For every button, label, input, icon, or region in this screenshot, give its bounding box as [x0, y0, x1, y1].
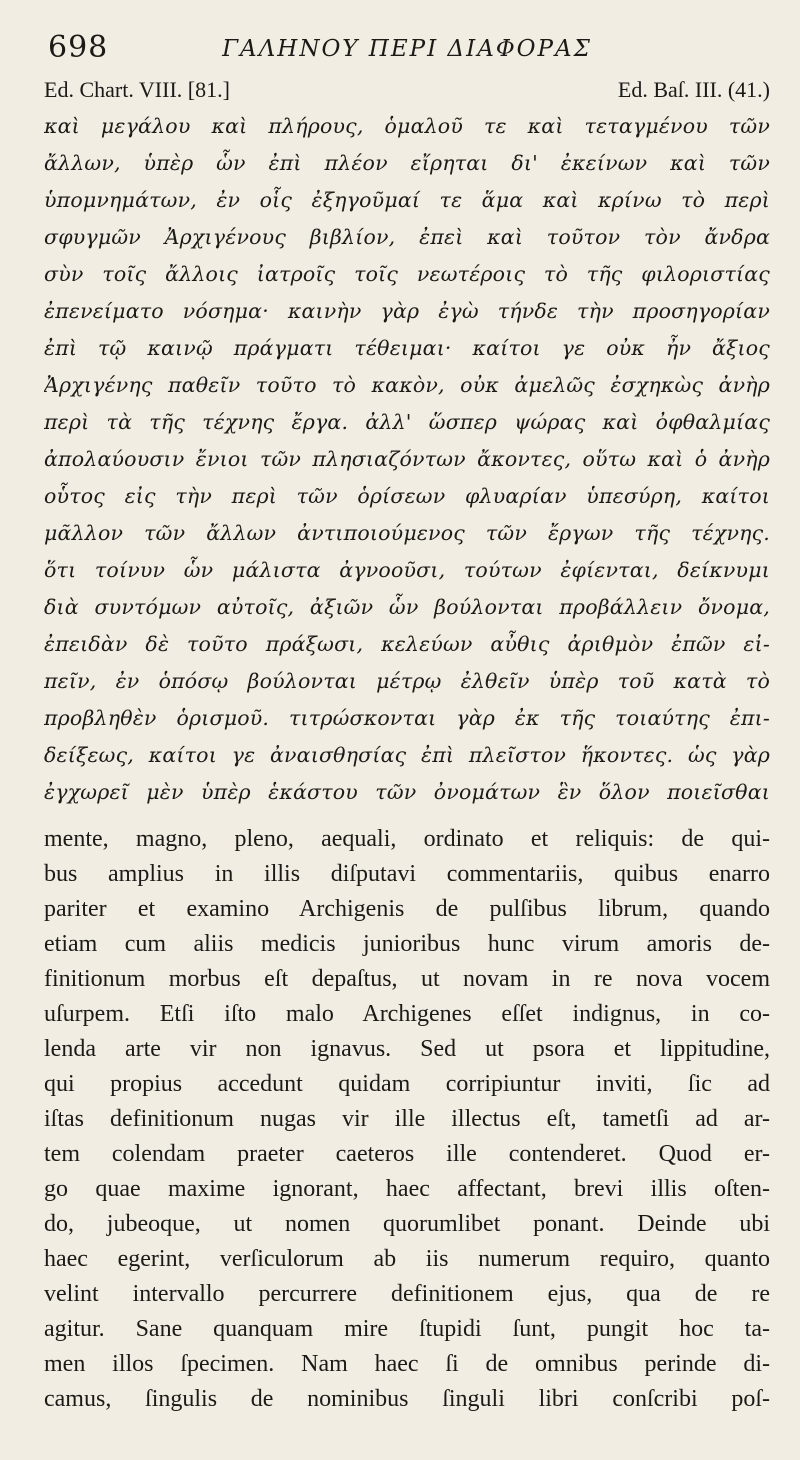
greek-line: ὅτι τοίνυν ὧν μάλιστα ἀγνοοῦσι, τούτων ἐφίενται, δείκνυμι: [44, 558, 770, 582]
latin-line: do, jubeoque, ut nomen quorumlibet ponant. Deinde ubi: [44, 1211, 770, 1237]
latin-line: bus amplius in illis diſputavi commentariis, quibus enarro: [44, 861, 770, 887]
latin-line: men illos ſpecimen. Nam haec ſi de omnibus perinde di-: [44, 1351, 770, 1377]
greek-line: οὗτος εἰς τὴν περὶ τῶν ὁρίσεων φλυαρίαν ὑπεσύρη, καίτοι: [44, 484, 770, 508]
greek-line: σφυγμῶν Ἀρχιγένους βιβλίον, ἐπεὶ καὶ τοῦτον τὸν ἄνδρα: [44, 225, 770, 249]
latin-line: etiam cum aliis medicis junioribus hunc virum amoris de-: [44, 931, 770, 957]
latin-line: go quae maxime ignorant, haec affectant, brevi illis oſten-: [44, 1176, 770, 1202]
latin-line: pariter et examino Archigenis de pulſibus librum, quando: [44, 896, 770, 922]
greek-text-block: [44, 108, 770, 811]
greek-line: ὑπομνημάτων, ἐν οἷς ἐξηγοῦμαί τε ἅμα καὶ κρίνω τὸ περὶ: [44, 188, 770, 212]
latin-line: haec egerint, verſiculorum ab iis numerum requiro, quanto: [44, 1246, 770, 1272]
latin-line: lenda arte vir non ignavus. Sed ut psora et lippitudine,: [44, 1036, 770, 1062]
greek-line: προβληθὲν ὁρισμοῦ. τιτρώσκονται γὰρ ἐκ τῆς τοιαύτης ἐπι-: [44, 706, 770, 730]
greek-line: ἐπὶ τῷ καινῷ πράγματι τέθειμαι· καίτοι γε οὐκ ἦν ἄξιος: [44, 336, 770, 360]
greek-line: Ἀρχιγένης παθεῖν τοῦτο τὸ κακὸν, οὐκ ἀμελῶς ἐσχηκὼς ἀνὴρ: [44, 373, 770, 397]
latin-line: uſurpem. Etſi iſto malo Archigenes eſſet indignus, in co-: [44, 1001, 770, 1027]
edition-chart-reference: Ed. Chart. VIII. [81.]: [44, 77, 230, 102]
latin-line: mente, magno, pleno, aequali, ordinato et reliquis: de qui-: [44, 826, 770, 852]
greek-line: δείξεως, καίτοι γε ἀναισθησίας ἐπὶ πλεῖστον ἥκοντες. ὡς γὰρ: [44, 743, 770, 767]
greek-line: διὰ συντόμων αὐτοῖς, ἀξιῶν ὧν βούλονται προβάλλειν ὄνομα,: [44, 595, 770, 619]
edition-references: [44, 75, 770, 105]
latin-line: iſtas definitionum nugas vir ille illectus eſt, tametſi ad ar-: [44, 1106, 770, 1132]
greek-line: ἐγχωρεῖ μὲν ὑπὲρ ἑκάστου τῶν ὀνομάτων ἓν ὅλον ποιεῖσθαι: [44, 780, 770, 804]
greek-line: ἄλλων, ὑπὲρ ὧν ἐπὶ πλέον εἴρηται δι' ἐκείνων καὶ τῶν: [44, 151, 770, 175]
latin-text-block: [44, 822, 770, 1417]
edition-basel-reference: Ed. Baſ. III. (41.): [617, 77, 770, 102]
latin-line: qui propius accedunt quidam corripiuntur inviti, ſic ad: [44, 1071, 770, 1097]
greek-line: ἐπειδὰν δὲ τοῦτο πράξωσι, κελεύων αὖθις ἀριθμὸν ἐπῶν εἰ-: [44, 632, 770, 656]
latin-line: agitur. Sane quanquam mire ſtupidi ſunt, pungit hoc ta-: [44, 1316, 770, 1342]
greek-line: ἀπολαύουσιν ἔνιοι τῶν πλησιαζόντων ἄκοντες, οὕτω καὶ ὁ ἀνὴρ: [44, 447, 770, 471]
page-number: 698: [48, 30, 109, 65]
greek-line: σὺν τοῖς ἄλλοις ἰατροῖς τοῖς νεωτέροις τὸ τῆς φιλοριστίας: [44, 262, 770, 286]
greek-line: ἐπενείματο νόσημα· καινὴν γὰρ ἐγὼ τήνδε τὴν προσηγορίαν: [44, 299, 770, 323]
greek-line: πεῖν, ἐν ὁπόσῳ βούλονται μέτρῳ ἐλθεῖν ὑπὲρ τοῦ κατὰ τὸ: [44, 669, 770, 693]
latin-line: velint intervallo percurrere definitionem ejus, qua de re: [44, 1281, 770, 1307]
page-header: [48, 28, 766, 68]
greek-line: περὶ τὰ τῆς τέχνης ἔργα. ἀλλ' ὥσπερ ψώρας καὶ ὀφθαλμίας: [44, 410, 770, 434]
latin-line: tem colendam praeter caeteros ille contenderet. Quod er-: [44, 1141, 770, 1167]
greek-line: μᾶλλον τῶν ἄλλων ἀντιποιούμενος τῶν ἔργων τῆς τέχνης.: [44, 521, 770, 545]
running-title: ΓΑΛΗΝΟΥ ΠΕΡΙ ΔΙΑΦΟΡΑΣ: [222, 36, 592, 62]
latin-line: finitionum morbus eſt depaſtus, ut novam in re nova vocem: [44, 966, 770, 992]
greek-line: καὶ μεγάλου καὶ πλήρους, ὁμαλοῦ τε καὶ τεταγμένου τῶν: [44, 114, 770, 138]
latin-line: camus, ſingulis de nominibus ſinguli libri conſcribi poſ-: [44, 1386, 770, 1412]
